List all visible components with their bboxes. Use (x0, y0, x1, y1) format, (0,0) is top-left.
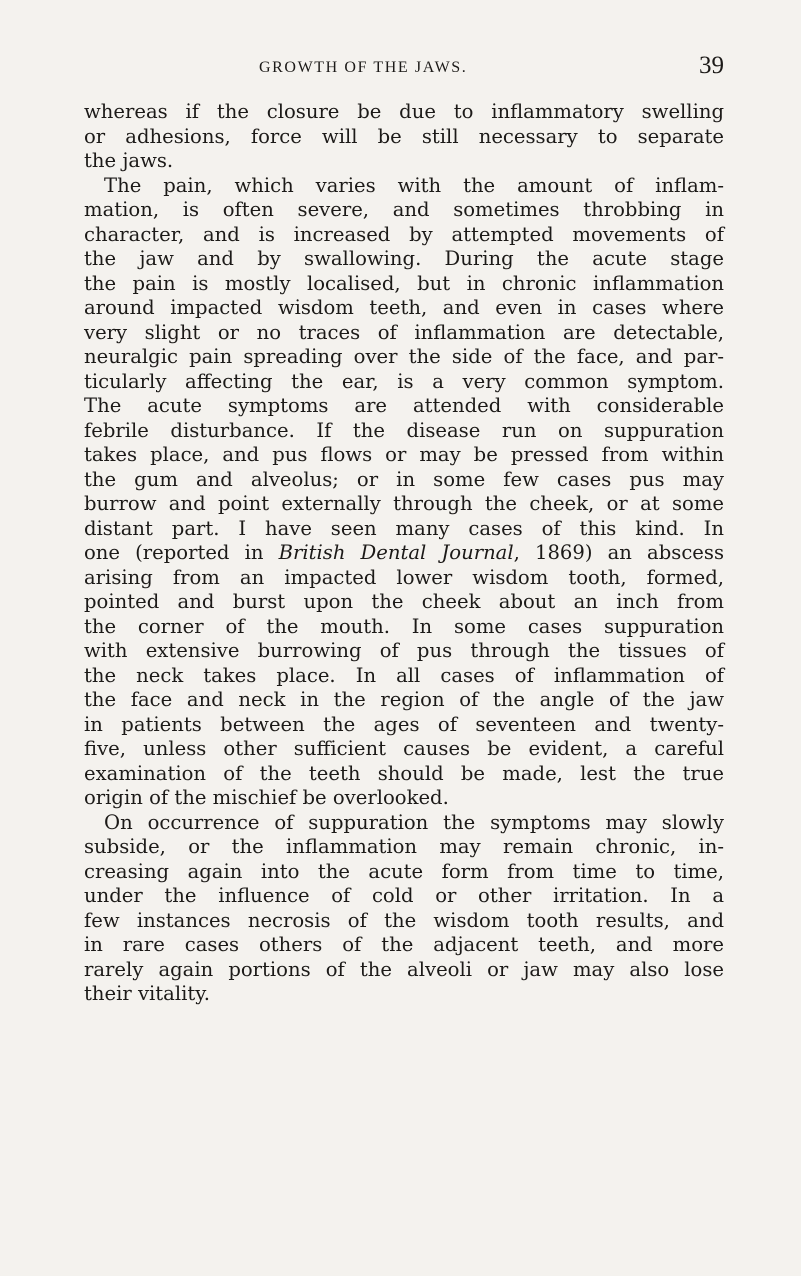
text-line: origin of the mischief be overlooked. (84, 786, 449, 809)
text-line: neuralgic pain spreading over the side of the face, and par- (84, 345, 724, 368)
text-line: their vitality. (84, 982, 210, 1005)
text-line: distant part. I have seen many cases of this kind. In (84, 516, 724, 540)
text-line: in patients between the ages of seventeen and twenty- (84, 712, 724, 736)
text-line: burrow and point externally through the cheek, or at some (84, 492, 724, 515)
text-line: whereas if the closure be due to inflammatory swelling (84, 100, 724, 123)
text-fragment: one (reported in (84, 541, 279, 564)
text-line: arising from an impacted lower wisdom tooth, formed, (84, 565, 724, 589)
text-fragment: , 1869) an abscess (513, 541, 725, 564)
book-page (84, 52, 724, 1007)
text-line: in rare cases others of the adjacent teeth, and more (84, 933, 724, 956)
text-line: around impacted wisdom teeth, and even in cases where (84, 296, 724, 319)
text-line: mation, is often severe, and sometimes throbbing in (84, 198, 724, 221)
page-header (84, 52, 724, 84)
text-line: the pain is mostly localised, but in chronic inflammation (84, 271, 724, 295)
text-line: under the influence of cold or other irritation. In a (84, 884, 724, 907)
text-line: ticularly affecting the ear, is a very common symptom. (84, 369, 724, 393)
text-line: character, and is increased by attempted movements of (84, 222, 724, 246)
text-line: few instances necrosis of the wisdom tooth results, and (84, 908, 724, 932)
text-line: the neck takes place. In all cases of inflammation of (84, 663, 724, 687)
text-line: takes place, and pus flows or may be pressed from within (84, 443, 724, 466)
text-line: the jaw and by swallowing. During the acute stage (84, 247, 724, 270)
text-line: subside, or the inflammation may remain chronic, in- (84, 835, 724, 858)
paragraph-start-line: The pain, which varies with the amount of inflam- (104, 173, 724, 197)
text-line: the gum and alveolus; or in some few cases pus may (84, 467, 724, 491)
text-line-with-citation (84, 541, 724, 566)
journal-title: British Dental Journal (278, 541, 514, 564)
text-line: very slight or no traces of inflammation are detectable, (84, 320, 724, 344)
text-line: or adhesions, force will be still necessary to separate (84, 124, 724, 148)
text-line: rarely again portions of the alveoli or jaw may also lose (84, 957, 724, 981)
text-line: the face and neck in the region of the angle of the jaw (84, 688, 724, 711)
text-line: five, unless other sufficient causes be evident, a careful (84, 737, 724, 760)
text-line: with extensive burrowing of pus through the tissues of (84, 639, 724, 662)
running-head: GROWTH OF THE JAWS. (259, 59, 468, 76)
text-line: febrile disturbance. If the disease run on suppuration (84, 418, 724, 442)
text-line: creasing again into the acute form from time to time, (84, 859, 724, 883)
text-line: the corner of the mouth. In some cases suppuration (84, 614, 724, 638)
paragraph-start-line: On occurrence of suppuration the symptoms may slowly (104, 810, 724, 834)
text-line: examination of the teeth should be made, lest the true (84, 761, 724, 785)
text-line: the jaws. (84, 149, 174, 172)
text-line: pointed and burst upon the cheek about an inch from (84, 590, 724, 613)
page-number: 39 (699, 52, 724, 79)
body-text (84, 100, 724, 1007)
text-line: The acute symptoms are attended with considerable (84, 394, 724, 417)
